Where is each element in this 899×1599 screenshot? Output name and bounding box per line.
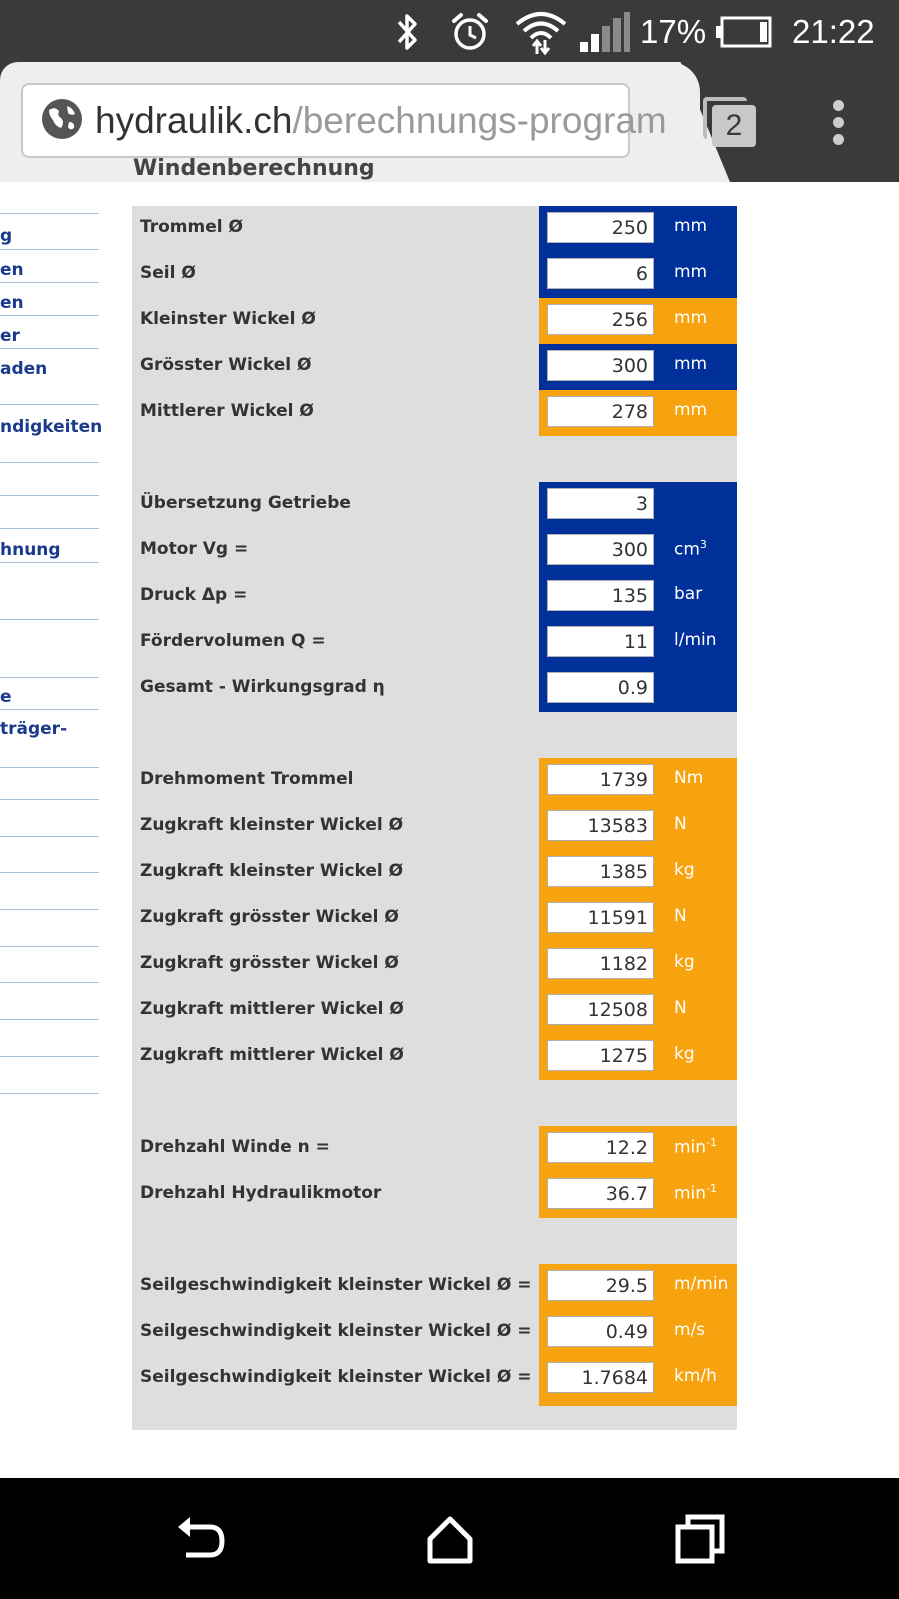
sidebar-divider	[0, 348, 99, 349]
unit-text: N	[674, 998, 687, 1018]
value-field[interactable]	[547, 1040, 654, 1071]
sidebar-divider	[0, 836, 99, 837]
row-label: Zugkraft mittlerer Wickel Ø	[140, 1045, 404, 1065]
sidebar-divider	[0, 619, 99, 620]
unit-label	[674, 400, 707, 420]
sidebar-divider	[0, 315, 99, 316]
calculation-table	[132, 206, 737, 1430]
overflow-menu-icon[interactable]	[830, 100, 846, 146]
row-label: Motor Vg =	[140, 539, 249, 559]
unit-text: m/min	[674, 1274, 729, 1294]
row-label: Übersetzung Getriebe	[140, 493, 351, 513]
unit-text: kg	[674, 1044, 695, 1064]
value-field[interactable]	[547, 1270, 654, 1301]
unit-label	[674, 1044, 695, 1064]
sidebar-divider	[0, 872, 99, 873]
unit-label	[674, 814, 687, 834]
unit-label	[674, 860, 695, 880]
sidebar-divider	[0, 1019, 99, 1020]
unit-text: mm	[674, 354, 708, 374]
clock: 21:22	[792, 13, 875, 50]
row-label: Zugkraft mittlerer Wickel Ø	[140, 999, 404, 1019]
unit-text: m/s	[674, 1320, 706, 1340]
sidebar-divider	[0, 709, 99, 710]
unit-text: l/min	[674, 630, 717, 650]
row-label: Seilgeschwindigkeit kleinster Wickel Ø =	[140, 1367, 532, 1387]
value-field[interactable]	[547, 672, 654, 703]
unit-text: Nm	[674, 768, 704, 788]
sidebar-link[interactable]: aden	[0, 359, 48, 379]
unit-label	[674, 906, 687, 926]
sidebar-divider	[0, 495, 99, 496]
sidebar-divider	[0, 767, 99, 768]
unit-text: bar	[674, 584, 703, 604]
sidebar-divider	[0, 404, 99, 405]
row-label: Gesamt - Wirkungsgrad η	[140, 677, 385, 697]
globe-icon	[41, 98, 83, 144]
value-field[interactable]	[547, 1316, 654, 1347]
row-label: Zugkraft grösster Wickel Ø	[140, 907, 399, 927]
row-label: Seilgeschwindigkeit kleinster Wickel Ø =	[140, 1321, 532, 1341]
home-icon[interactable]	[422, 1511, 478, 1567]
bluetooth-icon	[395, 10, 421, 54]
value-field[interactable]	[547, 902, 654, 933]
row-label: Drehmoment Trommel	[140, 769, 354, 789]
value-field[interactable]	[547, 1362, 654, 1393]
back-icon[interactable]	[172, 1511, 228, 1567]
url-host: hydraulik.ch	[95, 99, 293, 141]
battery-percent: 17%	[640, 13, 707, 50]
unit-text: N	[674, 906, 687, 926]
sidebar-divider	[0, 282, 99, 283]
unit-exponent: -1	[706, 1136, 718, 1149]
value-field[interactable]	[547, 1178, 654, 1209]
alarm-icon	[450, 10, 490, 54]
value-field[interactable]	[547, 396, 654, 427]
row-label: Trommel Ø	[140, 217, 243, 237]
unit-label	[674, 584, 702, 604]
sidebar-divider	[0, 799, 99, 800]
sidebar-divider	[0, 249, 99, 250]
sidebar-divider	[0, 213, 99, 214]
recent-apps-icon[interactable]	[672, 1511, 728, 1567]
row-label: Drehzahl Winde n =	[140, 1137, 330, 1157]
tab-switcher-button[interactable]	[703, 97, 755, 147]
row-label: Mittlerer Wickel Ø	[140, 401, 314, 421]
unit-label	[674, 952, 695, 972]
page-title: Windenberechnung	[133, 156, 375, 181]
row-label: Zugkraft kleinster Wickel Ø	[140, 815, 404, 835]
unit-label	[674, 262, 707, 282]
unit-label	[674, 538, 707, 560]
sidebar-link[interactable]: e	[0, 687, 12, 707]
address-bar[interactable]	[21, 83, 667, 158]
unit-text: mm	[674, 308, 708, 328]
unit-label	[674, 216, 707, 236]
unit-text: kg	[674, 952, 695, 972]
row-label: Drehzahl Hydraulikmotor	[140, 1183, 382, 1203]
unit-label	[674, 630, 717, 650]
value-field[interactable]	[547, 258, 654, 289]
sidebar-link[interactable]: hnung	[0, 540, 61, 560]
sidebar-divider	[0, 462, 99, 463]
row-label: Zugkraft grösster Wickel Ø	[140, 953, 399, 973]
signal-icon	[580, 10, 630, 54]
unit-label	[674, 1182, 717, 1204]
unit-label	[674, 998, 687, 1018]
sidebar-divider	[0, 528, 99, 529]
sidebar-link[interactable]: en	[0, 260, 24, 280]
row-label: Zugkraft kleinster Wickel Ø	[140, 861, 404, 881]
unit-text: cm	[674, 539, 700, 560]
row-label: Fördervolumen Q =	[140, 631, 326, 651]
value-field[interactable]	[547, 994, 654, 1025]
unit-label	[674, 354, 707, 374]
sidebar-divider	[0, 1093, 99, 1094]
unit-label	[674, 768, 703, 788]
sidebar-divider	[0, 982, 99, 983]
sidebar-divider	[0, 677, 99, 678]
unit-text: mm	[674, 262, 708, 282]
value-field[interactable]	[547, 948, 654, 979]
unit-exponent: -1	[706, 1182, 718, 1195]
row-label: Kleinster Wickel Ø	[140, 309, 316, 329]
value-field[interactable]	[547, 810, 654, 841]
value-field[interactable]	[547, 304, 654, 335]
wifi-icon	[515, 10, 567, 54]
sidebar-divider	[0, 909, 99, 910]
unit-label	[674, 1320, 705, 1340]
battery-icon	[716, 10, 772, 54]
sidebar-divider	[0, 946, 99, 947]
value-field[interactable]	[547, 1132, 654, 1163]
unit-text: mm	[674, 216, 708, 236]
value-field[interactable]	[547, 626, 654, 657]
sidebar-link[interactable]: ndigkeiten	[0, 417, 103, 437]
row-label: Grösster Wickel Ø	[140, 355, 312, 375]
sidebar-link[interactable]: er	[0, 326, 20, 346]
unit-text: min	[674, 1137, 707, 1158]
value-field[interactable]	[547, 856, 654, 887]
url-path: /berechnungs-program	[292, 99, 667, 141]
row-label: Seil Ø	[140, 263, 196, 283]
value-field[interactable]	[547, 764, 654, 795]
unit-text: min	[674, 1183, 707, 1204]
sidebar-divider	[0, 562, 99, 563]
system-nav-bar	[0, 1478, 899, 1599]
unit-label	[674, 1136, 717, 1158]
web-page	[0, 156, 899, 1478]
unit-text: mm	[674, 400, 708, 420]
unit-label	[674, 308, 707, 328]
status-bar	[0, 0, 899, 64]
sidebar-divider	[0, 1056, 99, 1057]
value-field[interactable]	[547, 534, 654, 565]
row-label: Druck Δp =	[140, 585, 248, 605]
row-label: Seilgeschwindigkeit kleinster Wickel Ø =	[140, 1275, 532, 1295]
tab-count: 2	[712, 105, 756, 147]
unit-exponent: 3	[699, 538, 707, 551]
unit-text: kg	[674, 860, 695, 880]
sidebar-link[interactable]: träger-	[0, 719, 68, 739]
value-field[interactable]	[547, 212, 654, 243]
unit-label	[674, 1274, 728, 1294]
value-field[interactable]	[547, 488, 654, 519]
unit-text: N	[674, 814, 687, 834]
sidebar-link[interactable]: g	[0, 226, 13, 246]
value-field[interactable]	[547, 350, 654, 381]
unit-text: km/h	[674, 1366, 717, 1386]
sidebar-link[interactable]: en	[0, 293, 24, 313]
unit-label	[674, 1366, 717, 1386]
value-field[interactable]	[547, 580, 654, 611]
